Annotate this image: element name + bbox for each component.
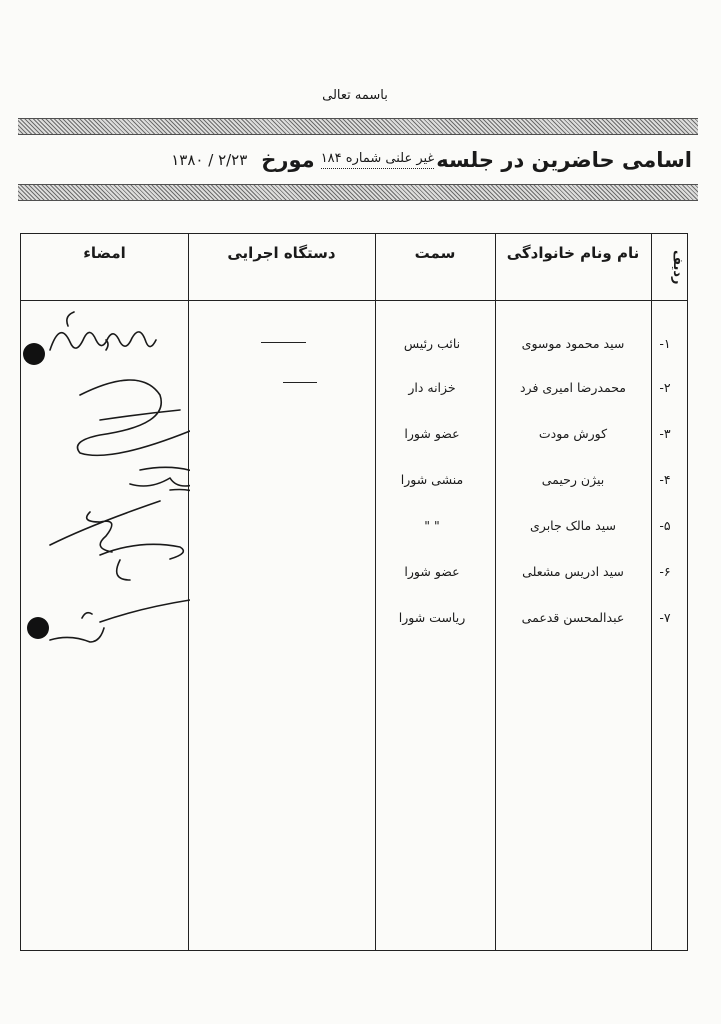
row-index: ۳- [659, 426, 671, 441]
row-index: ۶- [659, 564, 671, 579]
row-name: سید محمود موسوی [521, 336, 625, 351]
row-index: ۵- [659, 518, 671, 533]
row-role: عضو شورا [404, 426, 460, 441]
row-agency [191, 376, 371, 396]
signature-4 [50, 501, 183, 580]
row-agency [191, 332, 371, 352]
header-band-bottom [18, 184, 698, 201]
row-index: ۱- [659, 336, 671, 351]
signature-5 [50, 600, 190, 642]
row-role: عضو شورا [404, 564, 460, 579]
agency-dash [261, 342, 306, 343]
filled-dot [27, 617, 49, 639]
row-name: سید ادریس مشعلی [522, 564, 624, 579]
column-header-role: سمت [414, 244, 456, 262]
row-role: خزانه دار [408, 380, 456, 395]
row-name: کورش مودت [538, 426, 608, 441]
row-role: نائب رئیس [403, 336, 461, 351]
row-role: " " [424, 518, 440, 533]
date-value: ۲/۲۳ / ۱۳۸۰ [171, 151, 248, 169]
row-index: ۷- [659, 610, 671, 625]
date-label: مورخ [261, 148, 315, 172]
signature-1 [50, 312, 156, 350]
row-name: محمدرضا امیری فرد [519, 380, 627, 395]
signature-2 [78, 380, 191, 455]
row-index: ۴- [659, 472, 671, 487]
row-index: ۲- [659, 380, 671, 395]
signature-3 [130, 467, 190, 494]
row-name: بیژن رحیمی [541, 472, 605, 487]
agency-dash [283, 382, 317, 383]
page-title: اسامی حاضرین در جلسه [436, 148, 692, 172]
filled-dot [23, 343, 45, 365]
column-header-signature: امضاء [83, 244, 126, 262]
signatures-drawing [20, 300, 190, 660]
invocation-text: باسمه تعالی [322, 88, 388, 103]
row-role: منشی شورا [400, 472, 464, 487]
column-header-agency: دستگاه اجرایی [227, 244, 336, 262]
header-row [24, 140, 692, 180]
column-header-radif: ردیف [670, 249, 685, 285]
row-name: سید مالک جابری [530, 518, 616, 533]
row-name: عبدالمحسن قدعمی [521, 610, 625, 625]
row-role: ریاست شورا [398, 610, 466, 625]
session-number-fill: غیر علنی شماره ۱۸۴ [321, 151, 435, 169]
header-band-top [18, 118, 698, 135]
column-header-name: نام ونام خانوادگی [506, 244, 640, 262]
